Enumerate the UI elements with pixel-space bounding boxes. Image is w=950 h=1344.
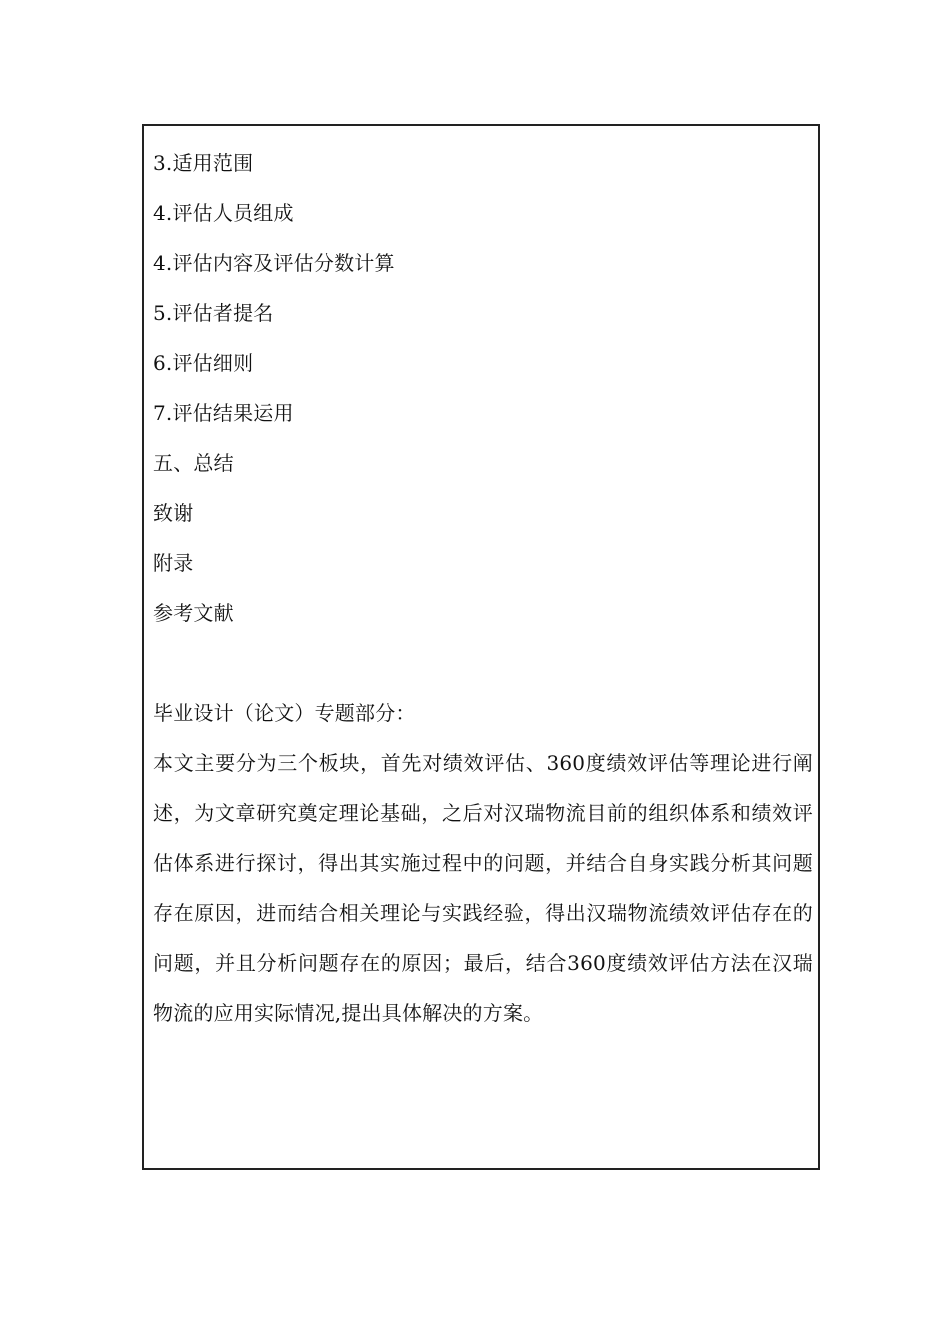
outline-item: 参考文献 — [153, 601, 234, 625]
outline-item: 4.评估内容及评估分数计算 — [153, 251, 395, 275]
document-content — [153, 138, 813, 1038]
outline-item: 6.评估细则 — [153, 351, 254, 375]
special-section-heading: 毕业设计（论文）专题部分： — [153, 701, 416, 725]
outline-item: 五、总结 — [153, 451, 234, 475]
special-section-body: 本文主要分为三个板块，首先对绩效评估、360度绩效评估等理论进行阐述，为文章研究奠定理论基础，之后对汉瑞物流目前的组织体系和绩效评估体系进行探讨，得出其实施过程中的问题，并结合自身实践分析其问题存在原因，进而结合相关理论与实践经验，得出汉瑞物流绩效评估存在的问题，并且分析问题存在的原因；最后，结合360度绩效评估方法在汉瑞物流的应用实际情况,提出具体解决的方案。 — [153, 751, 813, 1025]
outline-item: 5.评估者提名 — [153, 301, 274, 325]
outline-item: 3.适用范围 — [153, 151, 254, 175]
outline-item: 7.评估结果运用 — [153, 401, 294, 425]
outline-item: 致谢 — [153, 501, 194, 525]
outline-item: 4.评估人员组成 — [153, 201, 294, 225]
outline-item: 附录 — [153, 551, 194, 575]
blank-line — [153, 638, 813, 688]
document-frame — [142, 124, 820, 1170]
